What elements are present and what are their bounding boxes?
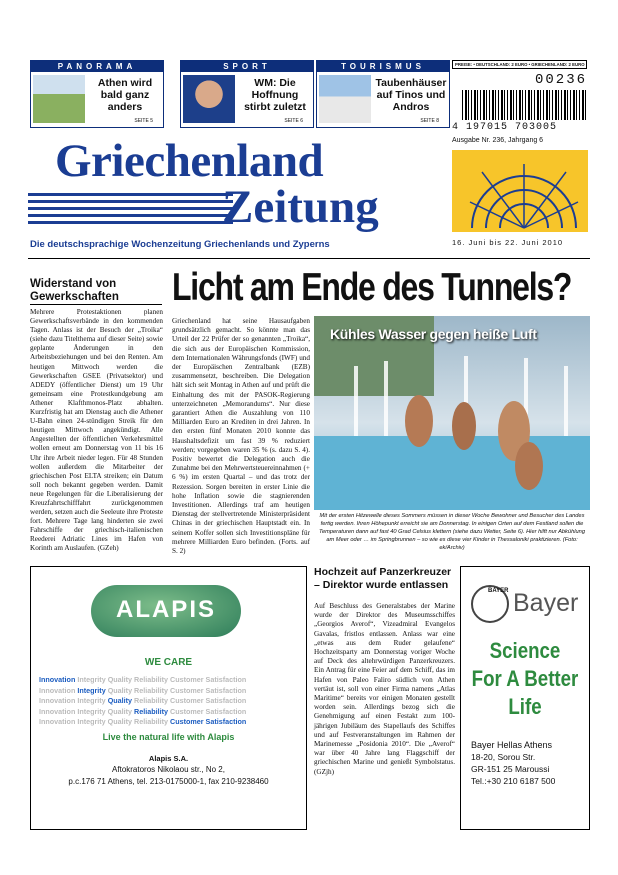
masthead-stripe <box>28 193 233 196</box>
values-row: Innovation Integrity Quality Reliability Customer Satisfaction <box>39 706 247 716</box>
teaser-photo <box>33 75 85 123</box>
main-headline[interactable]: Licht am Ende des Tunnels? <box>172 266 572 309</box>
photo-headline: Kühles Wasser gegen heiße Luft <box>330 326 537 342</box>
bayer-cross-icon: BAYER <box>471 585 509 623</box>
teaser-tourismus[interactable] <box>316 60 450 128</box>
values-row: Innovation Integrity Quality Reliability Customer Satisfaction <box>39 717 247 726</box>
alapis-company: Alapis S.A. <box>148 754 189 763</box>
bayer-name: Bayer <box>513 589 579 617</box>
price-line: PREISE: • DEUTSCHLAND: 2 EURO • GRIECHENLAND: 2 EURO <box>452 60 587 69</box>
teaser-section: PANORAMA <box>31 61 163 72</box>
values-list <box>39 675 246 728</box>
sun-logo-icon <box>452 150 588 232</box>
masthead-tagline: Die deutschsprachige Wochenzeitung Griechenlands und Zyperns <box>30 239 330 250</box>
alapis-contact: p.c.176 71 Athens, tel. 213-0175000-1, fax 210-9238460 <box>68 777 269 786</box>
teaser-page: SEITE 5 <box>134 118 153 124</box>
values-row: Innovation Integrity Quality Reliability Customer Satisfaction <box>39 685 247 695</box>
teaser-sport[interactable] <box>180 60 314 128</box>
teaser-section: TOURISMUS <box>317 61 449 72</box>
edition-info: Ausgabe Nr. 236, Jahrgang 6 <box>452 137 544 144</box>
alapis-street: Aftokratoros Nikolaou str., No 2, <box>112 765 225 774</box>
masthead-title-2: Zeitung <box>222 181 379 233</box>
right-article-body: Auf Beschluss des Generalstabes der Marine wurde der Direktor des Museumsschiffes „Georgios Averof“, Vizeadmiral Evangelos Gavalas, fristlos entlassen. Anlass war eine „etwas aus dem Ruder gelaufene“ Hochzeitsparty am Donnerstag voriger Woche auf Deck des altehrwürdigen Panzerkreuzers. Ein Antrag für eine Feier auf dem Schiff, das im Hafen von Paleo Faliro südlich von Athen vertäut ist, soll von einer Firma namens „Atlas Maritime“ bereits vor einigen Monaten gestellt worden sein. Allerdings bezog sich die Genehmigung auf einen Festakt zum 100-jährigen Jubiläum des Stapellaufs des Schiffes und auf Festveranstaltungen im Rahmen der Marinemesse „Posidonia 2010“. Die „Averof“ war über 40 Jahre lang Flaggschiff der griechischen Marine und genießt Symbolstatus. (GZjh) <box>314 602 455 776</box>
alapis-ad[interactable] <box>30 566 307 830</box>
teaser-photo <box>319 75 371 123</box>
fountain-photo <box>314 316 590 510</box>
teaser-photo <box>183 75 235 123</box>
barcode-digits: 4 197015 703005 <box>452 122 558 133</box>
bayer-ad[interactable] <box>460 566 590 830</box>
left-article-headline[interactable]: Widerstand von Gewerkschaften <box>30 278 119 303</box>
price-barcode-box <box>452 60 587 133</box>
issue-number: 00236 <box>534 72 587 88</box>
right-article-headline[interactable]: Hochzeit auf Panzerkreuzer – Direktor wurde entlassen <box>314 566 452 591</box>
barcode-icon <box>462 90 587 120</box>
values-row: Innovation Integrity Quality Reliability Customer Satisfaction <box>39 696 247 705</box>
teaser-page: SEITE 6 <box>284 118 303 124</box>
issue-dates: 16. Juni bis 22. Juni 2010 <box>452 238 564 247</box>
alapis-slogan: Live the natural life with Alapis <box>102 732 235 742</box>
main-article-body: Griechenland hat seine Hausaufgaben grundsätzlich gemacht. So könnte man das Urteil der 22 Prüfer der so genannten „Troika“, die sich aus der Europäischen Kommission, dem Internationalen Währungsfonds (IWF) und der Europäischen Zentralbank (EZB) zusammensetzt, beschreiben. Die Delegation hält sich seit Montag in Athen auf und prüft die Einhaltung des mit der PASOK-Regierung unterzeichneten „Memorandums“. Nur diese garantiert Athen die Auszahlung von 110 Milliarden Euro an Krediten in drei Jahren. In den ersten fünf Monaten 2010 konnte das Haushaltsdefizit um fast 39 % reduziert werden; vorgegeben waren 35 % (s. dazu S. 4). Positiv bewertet die Delegation auch die Zunahme bei den Mehrwertsteuereinnahmen (+ 6 %) im ersten Quartal – und das trotz der Rezession. Sorgen bereiten in erster Linie die hohe Inflation sowie die stagnierenden Investitionen. Allerdings traf am heutigen Dienstag der stellvertretende Ministerpräsident Chinas in der griechischen Hauptstadt ein. In seinem Koffer sollen sich Investitionspläne für mehrere Milliarden Euro befinden. (Forts. auf S. 2) <box>172 317 310 556</box>
teaser-page: SEITE 8 <box>420 118 439 124</box>
teaser-panorama[interactable] <box>30 60 164 128</box>
photo-caption: Mit der ersten Hitzewelle dieses Sommers müssen in dieser Woche Bewohner und Besucher des Landes fertig werden. Ihren Höhepunkt erreicht sie am Donnerstag. In einigen Orten auf dem Festland sollen die Temperaturen dann auf fast 40 Grad Celsius klettern (siehe dazu Wetter, Seite 6). Hier hilft nur Abkühlung am Meer oder … im Springbrunnen – so wie es diese vier Kinder in Thessaloniki praktizieren. (Foto: ek/Archiv) <box>319 513 585 551</box>
masthead-stripe <box>28 207 233 210</box>
values-row: Innovation Integrity Quality Reliability Customer Satisfaction <box>39 675 247 684</box>
bayer-address: Bayer Hellas Athens 18-20, Sorou Str. GR-151 25 Maroussi Tel.:+30 210 6187 500 <box>471 740 556 786</box>
we-care-label: WE CARE <box>144 657 193 668</box>
teaser-headline: Taubenhäuser auf Tinos und Andros <box>375 77 447 113</box>
alapis-logo <box>91 585 241 637</box>
divider <box>30 304 162 305</box>
bayer-slogan: Science For A Better Life <box>471 638 579 719</box>
masthead-stripe <box>28 221 233 224</box>
masthead-stripe <box>28 214 233 217</box>
masthead-stripe <box>28 200 233 203</box>
divider <box>28 258 590 259</box>
teaser-headline: Athen wird bald ganz anders <box>97 77 153 113</box>
teaser-section: SPORT <box>181 61 313 72</box>
left-article-body: Mehrere Protestaktionen planen Gewerkschaftsverbände in den kommenden Tagen. Anlass ist der Besuch der „Troika“ (siehe dazu Titelthema auf dieser Seite) sowie geplante Änderungen in den Arbeitsbeziehungen und bei den Renten. Am heutigen Mittwoch werden die Gewerkschaften GSEE (Privatsektor) und ADEDY (öffentlicher Dienst) um 19 Uhr gemeinsam eine Protestkundgebung am Athener Klafthmonos-Platz abhalten. Kurzfristig hat am Dienstag auch die Athener U-Bahn einen 24-stündigen Streik für den heutigen Mittwoch angekündigt. Alle Angestellten der öffentlichen Verkehrsmittel wollen erneut am Donnerstag von 11 bis 16 Uhr ihre Arbeit nieder legen. Für 48 Stunden wollen außerdem die Mitarbeiter der griechischen Post ELTA streiken; ein Datum soll noch bekannt gegeben werden. Damit neue Regelungen für die Liberalisierung der Kreuzfahrtschifffahrt zurückgenommen werden, setzen auch die Seeleute ihre Proteste fort. Mehrere Tage lang hinderten sie zwei Fahrschiffe der griechisch-italienischen Reederei Adriatic Lines im Hafen von Korinth am Auslaufen. (GZeh) <box>30 308 163 553</box>
masthead-title-1: Griechenland <box>55 135 324 187</box>
alapis-logo-text: ALAPIS <box>115 596 216 623</box>
teaser-headline: WM: Die Hoffnung stirbt zuletzt <box>244 77 306 113</box>
